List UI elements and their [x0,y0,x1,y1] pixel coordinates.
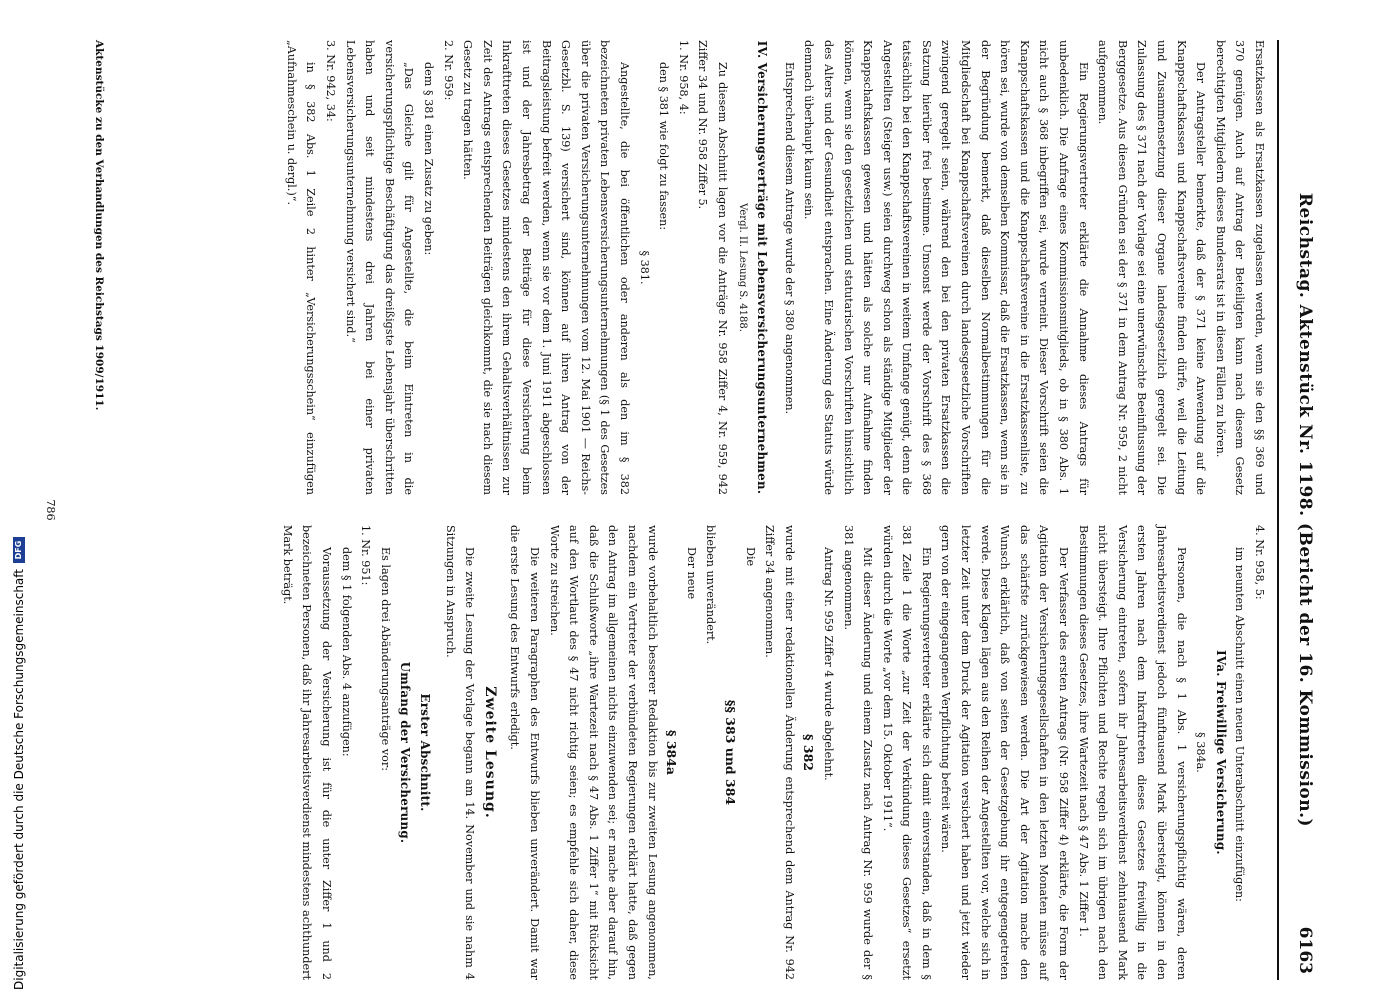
paragraph: Die [743,547,757,567]
list-item-head: 4. Nr. 958, 5: [1253,525,1266,600]
section-subheading: Umfang der Versicherung. [398,661,413,844]
paragraph: Mit dieser Änderung und einem Zusatz nach Antrag Nr. 959 wurde der § 381 angenommen. [841,525,875,980]
section-heading-iv: IV. Versicherungsverträge mit Lebensversicherungsunternehmen. [755,40,770,495]
paragraph-number: § 381. [637,250,651,285]
paragraph: Der Antragsteller bemerkte, daß der § 371 keine Anwendung auf die Knappschaftskassen und Knappschaftsvereine finden dürfe, weil die Leitung und Zusammensetzung dieser Organe landesgesetzlich geregelt sei. Die Zulassung des § 371 nach der Vorlage sei eine unerwünschte Beeinflussung der Berggesetze. Aus diesen Gründen sei der § 371 in dem Antrag Nr. 959, 2 nicht aufgenommen. [1096,40,1208,495]
list-item-text: den § 381 wie folgt zu fassen: [657,62,671,231]
list-item-head: 1. Nr. 958, 4: [676,40,690,115]
list-item-text: dem § 381 einen Zusatz zu geben: [422,62,436,256]
paragraph-number: § 384a. [1194,732,1208,773]
funding-note [12,537,26,990]
paragraph: Die zweite Lesung der Vorlage begann am 14. November und sie nahm 4 Sitzungen in Anspruch. [443,525,477,980]
list-item-text: im neunten Abschnitt einen neuen Unterabschnitt einzufügen: [1233,547,1247,902]
paragraph: wurde vorbehaltlich besserer Redaktion bis zur zweiten Lesung angenommen, nachdem ein Vertreter der verbündeten Regierungen erklärt hatte, daß gegen den Antrag im allgemeinen nichts einzuwenden sei; er mache aber darauf hin, daß die Schlußworte „ihre Wartezeit nach § 47 Abs. 1 Ziffer 1“ mit Rücksicht auf den Wortlaut des § 47 nicht richtig seien; es empfehle sich daher, diese Worte zu streichen. [547,525,659,980]
paragraph: Die weiteren Paragraphen des Entwurfs blieben unverändert. Damit war die erste Lesung des Entwurfs erledigt. [508,525,542,980]
page-header [1277,40,1325,980]
paragraph: Antrag Nr. 959 Ziffer 4 wurde abgelehnt. [821,547,835,781]
section-reference: Vergl. II. Lesung S. 4188. [736,203,748,332]
paragraph: Der neue [684,547,698,600]
quotation: „Das Gleiche gilt für Angestellte, die beim Eintreten in die versicherungspflichtige Beschäftigung das dreißigste Lebensjahr überschritten haben und seit mindestens drei Jahren bei einer privaten Lebensversicherungsunternehmung versichert sind.“ [343,40,416,495]
section-heading-zweite-lesung: Zweite Lesung. [481,686,498,819]
paragraph: Zu diesem Abschnitt lagen vor die Anträge Nr. 958 Ziffer 4, Nr. 959, 942 Ziffer 34 und Nr. 958 Ziffer 5. [696,40,729,495]
list-item-head: 2. Nr. 959: [441,40,455,101]
paragraph: wurde mit einer redaktionellen Änderung entsprechend dem Antrag Nr. 942 Ziffer 34 angenommen. [763,525,796,980]
paragraph: Ersatzkassen als Ersatzkassen zugelassen werden, wenn sie den §§ 369 und 370 genügen. Auch auf Antrag der Beteiligten kann nach diesem Gesetz berechtigten Mitgliedern dieses Bundesrats ist in diesen Fällen zu hören. [1213,40,1266,495]
section-heading-erster-abschnitt: Erster Abschnitt. [418,693,433,812]
paragraph: Personen, die nach § 1 Abs. 1 versicherungspflichtig wären, deren Jahresarbeitsverdienst jedoch fünftausend Mark übersteigt, können in den ersten Jahren nach dem Inkrafttreten dieses Gesetzes freiwillig in die Versicherung eintreten, sofern ihr Jahresarbeitsverdienst zehntausend Mark nicht übersteigt. Ihre Pflichten und Rechte regeln sich im übrigen nach den Bestimmungen dieses Gesetzes, ihre Wartezeit nach § 47 Abs. 1 Ziffer 1. [1076,525,1188,980]
quotation: Voraussetzung der Versicherung ist für die unter Ziffer 1 und 2 bezeichneten Personen, daß ihr Jahresarbeitsverdienst mindestens achthundert Mark beträgt. [280,525,334,980]
paragraph: Ein Regierungsvertreter erklärte sich damit einverstanden, daß in dem § 381 Zeile 1 die Worte „zur Zeit der Verkündung dieses Gesetzes“ ersetzt würden durch die Worte „vor dem 15. Oktober 1911“. [880,525,933,980]
dfg-logo: DFG [13,537,25,563]
paragraph-number: § 384a [664,729,680,776]
paragraph: Es lagen drei Abänderungsanträge vor: [378,547,392,771]
funding-note-text: Digitalisierung gefördert durch die Deutsche Forschungsgemeinschaft [12,568,26,990]
paragraph: blieben unverändert. [704,525,718,645]
list-item-head: 1. Nr. 951: [359,525,373,586]
paragraph: Der Verfasser des ersten Antrags (Nr. 958 Ziffer 4) erklärte, die Form der Agitation der Versicherungsgesellschaften in den letzten Monaten müsse auf das schärfste zurückgewiesen werden. Die Art der Agitation mache den Wunsch erklärlich, daß von seiten der Gesetzgebung ihr entgegengetreten werde. Diese Klagen lägen aus den Reihen der Angestellten vor, welche sich in letzter Zeit unter dem Druck der Agitation versichert haben und jetzt wieder gern von der eingegangenen Verpflichtung befreit wären. [939,525,1071,980]
page-footer-number: 786 [44,499,57,521]
paragraph: Angestellte, die bei öffentlichen oder anderen als den im § 382 bezeichneten privaten Lebensversicherungsunternehmungen (§ 1 des Gesetzes über die privaten Versicherungsunternehmungen vom 12. Mai 1901 — Reichs-Gesetzbl. S. 139) versichert sind, können auf ihren Antrag von der Beitragsleistung befreit werden, wenn sie vor dem 1. Juni 1911 abgeschlossen ist und der Jahresbetrag der Beiträge für diese Versicherung beim Inkrafttreten dieses Gesetzes mindestens den ihrem Gehaltsverhältnissen zur Zeit des Antrags entsprechenden Beiträgen gleichkommt, die sie nach diesem Gesetz zu tragen hätten. [461,40,631,495]
page-header-title: Reichstag. Aktenstück Nr. 1198. (Bericht der 16. Kommission.) [1295,192,1315,828]
paragraph-number: §§ 383 und 384 [722,699,738,806]
paragraph-number: § 382 [801,734,817,771]
list-item-text: dem § 1 folgenden Abs. 4 anzufügen: [339,547,353,757]
list-item-head: 3. Nr. 942, 34: [324,40,338,122]
list-item-text: in § 382 Abs. 1 Zeile 2 hinter „Versicherungsschein“ einzufügen „Aufnahmeschein u. dergl.)“. [284,40,318,495]
paragraph: Entsprechend diesem Antrage wurde der § 380 angenommen. [782,62,796,415]
scanned-page [25,40,1325,980]
section-heading-iva: IVa. Freiwillige Versicherung. [1213,650,1228,855]
left-column [281,40,1269,495]
page-number: 6163 [1295,926,1315,974]
paragraph: Ein Regierungsvertreter erklärte die Annahme dieses Antrags für unbedenklich. Die Anfrage eines Kommissionsmitglieds, ob in § 380 Abs. 1 nicht auch § 368 inbegriffen sei, wurde verneint. Dieser Vorschrift seien die Knappschaftskassen und die Knappschaftsvereine in die Ersatzkassenliste, zu hören sei, wurde von demselben Kommissar, daß die Ersatzkassen, wenn sie in der Begründung bemerkt, daß dieselben Normalbestimmungen für die Mitgliedschaft bei Knappschaftsvereinen durch landesgesetzliche Vorschriften zwingend geregelt seien, während den bei den privaten Ersatzkassen die Satzung hierüber frei bestimme. Umsonst werde der Vorschrift des § 368 tatsächlich bei den Knappschaftsvereinen in weitem Umfange genügt, denn die Angestellten (Steiger usw.) seien durchweg schon als ständige Mitglieder der Knappschaftskassen gewesen und hätten als solche nur Aufnahme finden können, wenn sie den gesetzlichen und statutarischen Vorschriften hinsichtlich des Alters und der Gesundheit entsprachen. Eine Änderung des Statuts würde demnach überhaupt kaum sein. [802,40,1090,495]
right-column [277,525,1269,980]
page-footer-source: Aktenstücke zu den Verhandlungen des Reichstags 1909/1911. [93,40,105,411]
